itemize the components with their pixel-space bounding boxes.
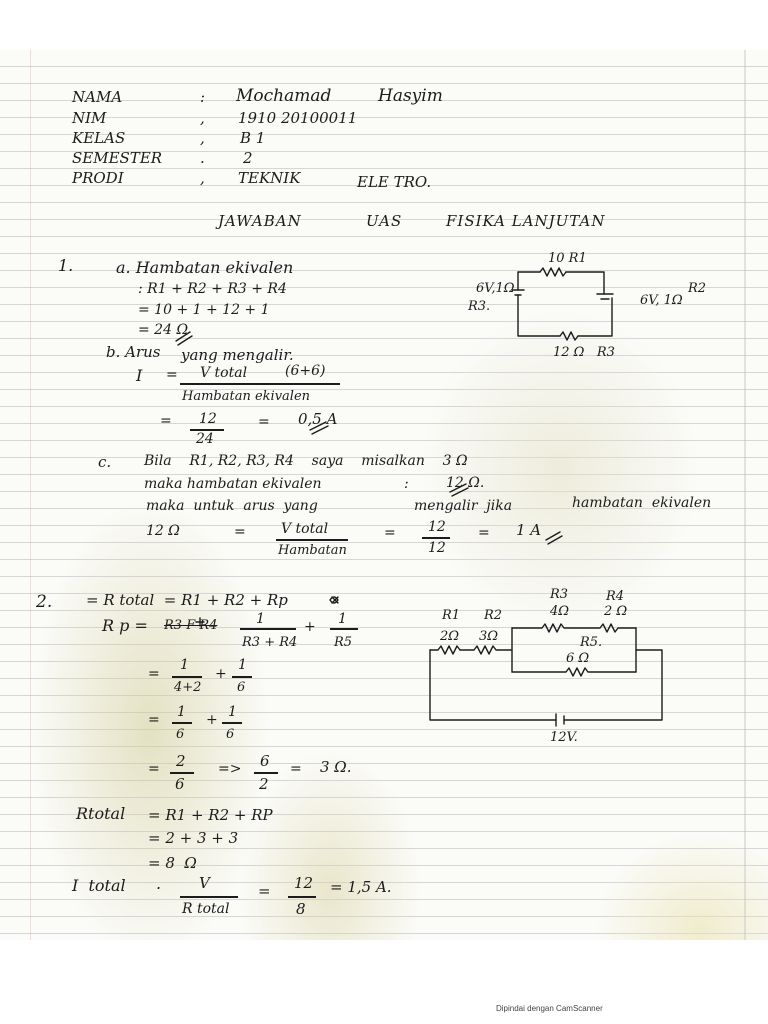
q1b-equals-3: = <box>258 414 270 430</box>
q2-rp-f1-den: R3 + R4 <box>242 635 298 650</box>
q1-circuit-diagram <box>512 268 613 340</box>
q1-number: 1. <box>58 256 74 275</box>
q2-scribble-mark <box>330 597 338 603</box>
q1a-line-1: : R1 + R2 + R3 + R4 <box>138 281 287 297</box>
q1c-line-4b: = <box>234 524 246 540</box>
q2-rp-plus: + <box>304 619 316 635</box>
q1c-twelve-tick <box>450 484 468 496</box>
q2-step2-plus: + <box>215 666 227 682</box>
q2-circuit-r4-value: 2 Ω <box>604 604 628 619</box>
q2-step3-equals: = <box>148 712 160 728</box>
q2-circuit-r2-value: 3Ω <box>479 629 499 644</box>
title-word-2: UAS <box>366 212 403 230</box>
q2-circuit-r5-branch <box>512 668 636 676</box>
header-sep-kelas: , <box>200 129 205 147</box>
q1c-result-tick <box>546 532 562 544</box>
header-sep-prodi: , <box>200 169 205 187</box>
q2-step3-d2: 6 <box>226 727 235 742</box>
q2-rp-label: R p = <box>102 616 148 635</box>
q2-rtotal-line-1: = R1 + R2 + RP <box>148 806 273 824</box>
q1-circuit-r3-resistor <box>560 332 578 340</box>
q2-step2-d2: 6 <box>237 680 246 695</box>
q1c-line-1: Bila R1, R2, R3, R4 saya misalkan 3 Ω <box>144 453 468 469</box>
q1c-numerator: V total <box>281 521 329 537</box>
q1b-result-tick <box>310 422 328 434</box>
header-label-nim: NIM <box>72 109 107 127</box>
q1b-numerator-2: (6+6) <box>285 363 326 379</box>
q2-step4-result: 3 Ω. <box>320 758 352 776</box>
q2-number: 2. <box>36 592 53 612</box>
q2-step4-n2: 6 <box>260 752 270 770</box>
q2-rp-f2-num: 1 <box>338 611 347 627</box>
q2-rtotal-line-3: = 8 Ω <box>148 854 197 872</box>
q1c-line-2a: maka hambatan ekivalen <box>144 476 322 492</box>
q1a-result-tick <box>176 332 192 345</box>
q2-line-1: = R total = R1 + R2 + Rp <box>86 591 288 609</box>
header-value-nama-2: Hasyim <box>378 86 443 106</box>
q2-circuit-r3-r4-branch <box>512 624 636 632</box>
q1c-fraction-den: 12 <box>428 540 446 556</box>
header-value-kelas: B 1 <box>240 129 266 147</box>
q2-circuit-r1-value: 2Ω <box>440 629 460 644</box>
header-value-prodi-2: ELE TRO. <box>357 173 432 191</box>
q2-itotal-equals-2: = <box>258 882 271 900</box>
q2-circuit-r3-label: R3 <box>550 587 569 602</box>
q2-rtotal-line-2: = 2 + 3 + 3 <box>148 829 239 847</box>
header-value-nim: 1910 20100011 <box>238 109 358 127</box>
q1-circuit-r2-label: R2 <box>688 281 707 296</box>
q2-step2-equals: = <box>148 666 160 682</box>
q2-step4-equals: = <box>148 761 160 777</box>
q2-rp-f1-num: 1 <box>256 611 265 627</box>
q2-itotal-result: = 1,5 A. <box>330 878 392 896</box>
header-label-prodi: PRODI <box>72 169 124 187</box>
q2-itotal-denominator: R total <box>182 901 230 917</box>
q1b-label-2: yang mengalir. <box>181 346 294 364</box>
q2-circuit-r2-resistor <box>460 646 512 654</box>
q2-step2-n1: 1 <box>180 657 189 673</box>
q2-circuit-battery <box>556 714 564 726</box>
q1c-line-3b: mengalir jika <box>414 498 513 514</box>
q1a-label: a. Hambatan ekivalen <box>116 258 294 277</box>
q2-step4-d2: 2 <box>259 775 269 793</box>
q2-step2-n2: 1 <box>238 657 247 673</box>
q2-circuit-r4-label: R4 <box>606 589 625 604</box>
q2-itotal-label: I total <box>72 876 126 895</box>
q2-rp-plus-mark <box>196 618 204 626</box>
q1-circuit-r1-resistor <box>540 268 566 276</box>
q1b-equals-2: = <box>160 413 172 429</box>
q2-step4-n1: 2 <box>176 752 186 770</box>
q1b-denominator: Hambatan ekivalen <box>182 389 311 404</box>
q1-circuit-left-source-label: 6V,1Ω <box>476 281 515 296</box>
header-value-nama: Mochamad <box>236 86 332 106</box>
title-word-3: FISIKA LANJUTAN <box>446 212 606 230</box>
q1b-equals: = <box>166 367 178 383</box>
q1c-label: c. <box>98 453 112 471</box>
header-sep-semester: . <box>200 149 205 167</box>
q1c-equals-3: = <box>478 525 490 541</box>
sketch-layer <box>0 50 768 940</box>
q2-itotal-fnum: 12 <box>294 874 314 892</box>
notebook-page <box>0 50 768 940</box>
q1c-line-3a: maka untuk arus yang <box>146 498 318 514</box>
header-label-nama: NAMA <box>72 88 123 106</box>
q2-step2-d1: 4+2 <box>174 680 202 695</box>
q2-circuit-diagram <box>430 624 662 726</box>
q2-rp-f2-den: R5 <box>334 635 353 650</box>
q1-circuit-r3-left-label: R3. <box>468 299 491 314</box>
header-sep-nama: : <box>200 88 206 106</box>
q1b-fraction-num: 12 <box>199 411 217 427</box>
q2-step4-arrow: => <box>218 761 242 777</box>
q2-circuit-r1-resistor <box>430 646 460 654</box>
q1a-line-3: = 24 Ω <box>138 322 189 338</box>
q2-circuit-r5-value: 6 Ω <box>566 651 590 666</box>
header-label-semester: SEMESTER <box>72 149 163 167</box>
q1-circuit-right-battery <box>597 294 613 299</box>
q2-circuit-r5-label: R5. <box>580 635 603 650</box>
q1-circuit-left-battery <box>512 290 524 295</box>
header-value-semester: 2 <box>243 149 253 167</box>
header-value-prodi: TEKNIK <box>238 169 301 187</box>
q2-itotal-numerator: V <box>199 874 210 892</box>
q2-circuit-battery-label: 12V. <box>550 730 578 745</box>
q2-itotal-equals: . <box>156 874 162 893</box>
q1b-result: 0,5 A <box>298 410 338 428</box>
q1c-line-3c: hambatan ekivalen <box>572 495 712 511</box>
title-word-1: JAWABAN <box>218 212 302 230</box>
q1b-label: b. Arus <box>106 343 161 361</box>
q1b-fraction-den: 24 <box>196 431 214 447</box>
header-sep-nim: , <box>200 109 205 127</box>
q2-step3-plus: + <box>206 712 218 728</box>
q2-step4-equals-2: = <box>290 761 302 777</box>
q2-step4-d1: 6 <box>175 775 185 793</box>
q1b-current-symbol: I <box>136 366 143 385</box>
q1c-equals-2: = <box>384 525 396 541</box>
q1-circuit-bottom-label: 12 Ω R3 <box>553 345 615 360</box>
q1c-denominator: Hambatan <box>278 543 347 558</box>
q2-step3-n1: 1 <box>177 704 186 720</box>
q2-circuit-r2-label: R2 <box>484 608 503 623</box>
q1c-line-2b: : <box>404 476 409 492</box>
q1-circuit-r1-label: 10 R1 <box>548 251 587 266</box>
header-label-kelas: KELAS <box>72 129 126 147</box>
scanner-footer: Dipindai dengan CamScanner <box>496 1004 603 1013</box>
q1a-line-2: = 10 + 1 + 12 + 1 <box>138 302 270 318</box>
q2-circuit-r1-label: R1 <box>442 608 461 623</box>
q1c-result: 1 A <box>516 521 542 539</box>
q1b-numerator: V total <box>200 365 248 381</box>
q2-itotal-fden: 8 <box>296 900 306 918</box>
q2-step3-n2: 1 <box>228 704 237 720</box>
q2-step3-d1: 6 <box>176 727 185 742</box>
q2-rtotal-label: Rtotal <box>76 804 126 823</box>
q1c-line-2c: 12 Ω. <box>446 475 485 491</box>
q1c-fraction-num: 12 <box>428 519 446 535</box>
q2-struck-text: R3 F R4 <box>164 618 218 633</box>
q1c-line-4a: 12 Ω <box>146 523 180 539</box>
q1-circuit-right-source-label: 6V, 1Ω <box>640 293 683 308</box>
q2-circuit-r3-value: 4Ω <box>550 604 570 619</box>
